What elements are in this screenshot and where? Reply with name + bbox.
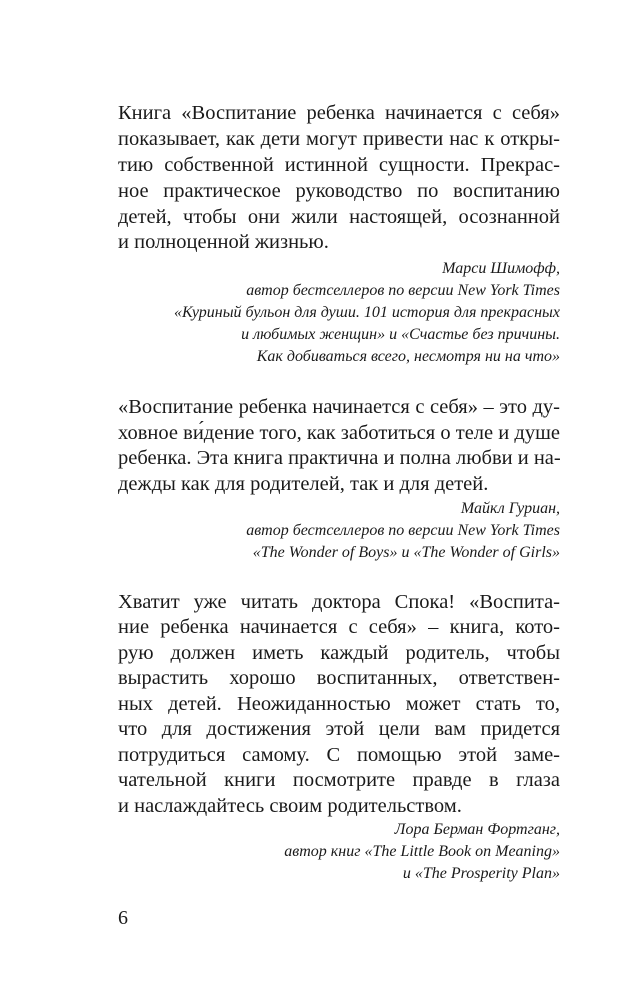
quote-1-line-4: ное практическое руководство по воспитанию [118, 180, 560, 202]
quote-1-author: Марси Шимофф, [442, 260, 560, 277]
quote-3-line-9: и наслаждайтесь своим родительством. [118, 795, 462, 817]
quote-3-attribution-line: и «The Prosperity Plan» [402, 865, 560, 882]
quote-3-line-3: рую должен иметь каждый родитель, чтобы [118, 642, 560, 664]
quote-3-line-6: что для достижения этой цели вам придется [118, 718, 560, 740]
quote-1-attribution-line: автор бестселлеров по версии New York Times [246, 282, 560, 299]
quote-2-attribution-line: автор бестселлеров по версии New York Times [246, 522, 560, 539]
quote-1-line-2: показывает, как дети могут привести нас к откры- [118, 128, 560, 150]
quote-3-line-2: ние ребенка начинается с себя» – книга, кото- [118, 616, 560, 638]
quote-3-line-4: вырастить хорошо воспитанных, ответствен- [118, 667, 560, 689]
quote-1-attribution-line: и любимых женщин» и «Счастье без причины. [241, 326, 560, 343]
quote-2-line-1: «Воспитание ребенка начинается с себя» – это ду- [118, 396, 560, 418]
quote-2-line-4: дежды как для родителей, так и для детей. [118, 473, 489, 495]
quote-1-attribution-line: Как добиваться всего, несмотря ни на что» [256, 348, 560, 365]
quote-1-line-5: детей, чтобы они жили настоящей, осознанной [118, 206, 560, 228]
page-number: 6 [118, 907, 128, 929]
quote-1-line-1: Книга «Воспитание ребенка начинается с себя» [118, 102, 560, 124]
quote-3-attribution-line: автор книг «The Little Book on Meaning» [284, 843, 560, 860]
quote-3-author: Лора Берман Фортганг, [394, 821, 560, 838]
quote-2-line-2: ховное ви́дение того, как заботиться о теле и душе [118, 422, 560, 444]
quote-1-line-3: тию собственной истинной сущности. Прекрас- [118, 154, 560, 176]
quote-1-line-6: и полноценной жизнью. [118, 231, 329, 253]
quote-3-line-8: чательной книги посмотрите правде в глаза [118, 769, 560, 791]
quote-3-line-5: ных детей. Неожиданностью может стать то, [118, 693, 560, 715]
quote-2-attribution-line: «The Wonder of Boys» и «The Wonder of Girls» [252, 544, 560, 561]
quote-3-line-7: потрудиться самому. С помощью этой заме- [118, 744, 560, 766]
quote-2-author: Майкл Гуриан, [460, 500, 560, 517]
quote-1-attribution-line: «Куриный бульон для души. 101 история для прекрасных [173, 304, 560, 321]
quote-2-line-3: ребенка. Эта книга практична и полна любви и на- [118, 447, 561, 469]
quote-3-line-1: Хватит уже читать доктора Спока! «Воспита- [118, 591, 560, 613]
